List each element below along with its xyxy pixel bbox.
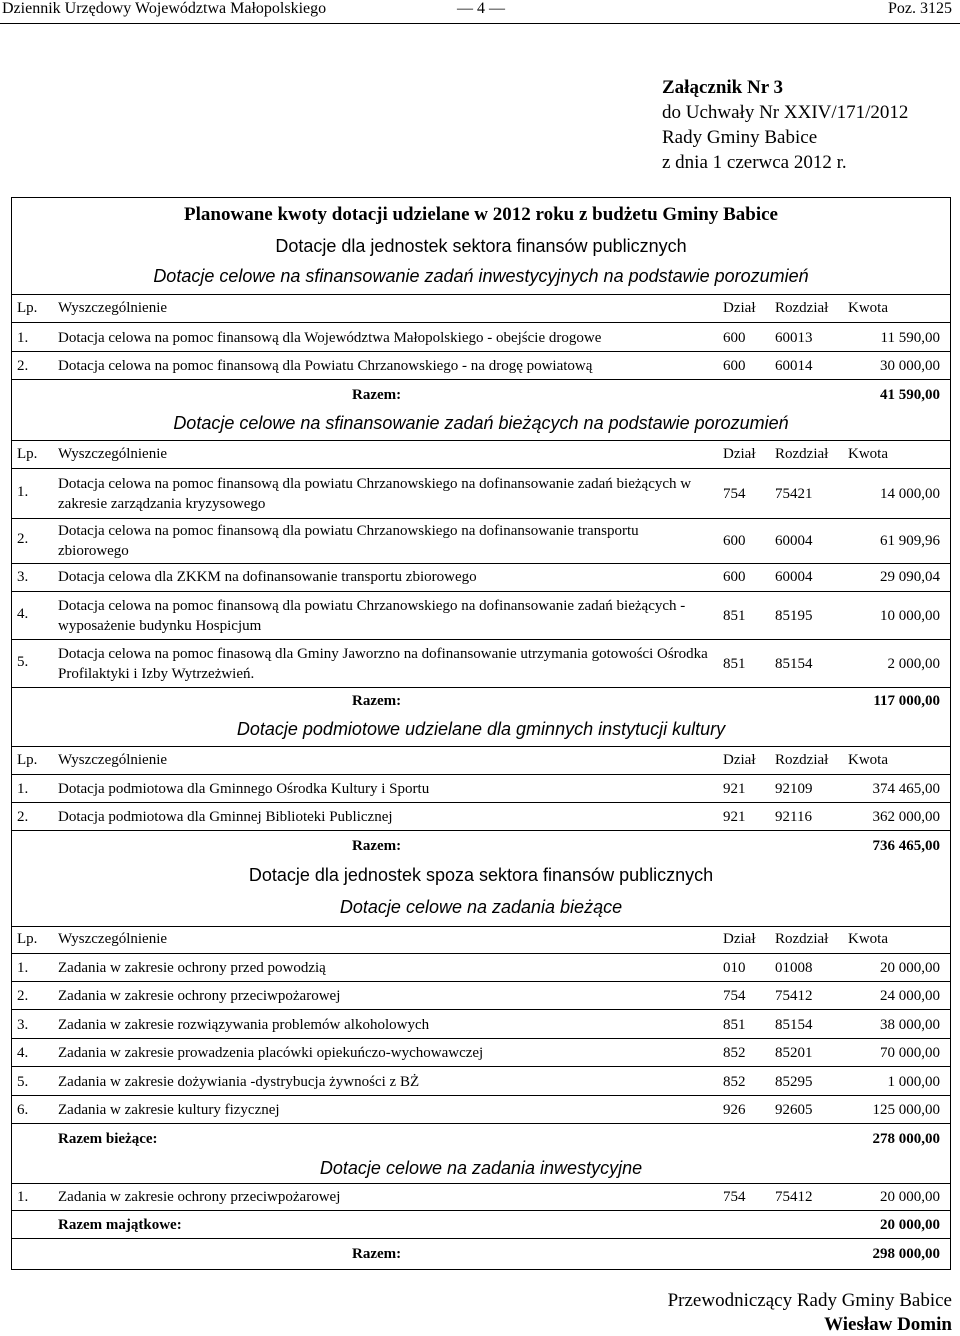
row-desc: Dotacja celowa na pomoc finansową dla Powiatu Chrzanowskiego - na drogę powiatową (58, 358, 593, 374)
row-desc: Dotacja celowa na pomoc finansową dla powiatu Chrzanowskiego na dofinansowanie zadań bieżących w zakresie zarządzania kryzysowego (58, 476, 692, 512)
s2-title: Dotacje celowe na sfinansowanie zadań bieżących na podstawie porozumień (173, 413, 789, 433)
col-dzial: Dział (723, 446, 756, 462)
s1-title: Dotacje celowe na sfinansowanie zadań inwestycyjnych na podstawie porozumień (153, 266, 809, 286)
row-rozdzial: 75412 (775, 988, 813, 1004)
col-desc: Wyszczególnienie (58, 752, 168, 768)
row-dzial: 754 (723, 988, 746, 1004)
row-desc: Dotacja celowa na pomoc finansową dla powiatu Chrzanowskiego na dofinansowanie zadań bieżących - wyposażenie budynku Hospicjum (58, 598, 686, 634)
row-lp: 3. (17, 1017, 29, 1033)
row-dzial: 600 (723, 330, 746, 346)
row-rozdzial: 85154 (775, 1017, 813, 1033)
col-dzial: Dział (723, 752, 756, 768)
row-dzial: 921 (723, 809, 746, 825)
header-divider (0, 23, 960, 24)
row-lp: 5. (17, 654, 29, 670)
row-desc: Dotacja celowa na pomoc finansową dla Województwa Małopolskiego - obejście drogowe (58, 330, 602, 346)
grand-total-label: Razem: (352, 1246, 402, 1262)
col-desc: Wyszczególnienie (58, 446, 168, 462)
row-lp: 1. (17, 484, 29, 500)
row-dzial: 754 (723, 1189, 746, 1205)
row-lp: 1. (17, 960, 29, 976)
row-lp: 2. (17, 358, 29, 374)
row-kwota: 374 465,00 (872, 781, 940, 797)
row-lp: 5. (17, 1074, 29, 1090)
s4-title: Dotacje celowe na zadania bieżące (339, 897, 623, 917)
col-lp: Lp. (17, 931, 38, 947)
row-kwota: 70 000,00 (880, 1045, 940, 1061)
row-kwota: 11 590,00 (880, 330, 940, 346)
section-public-title: Dotacje dla jednostek sektora finansów publicznych (275, 236, 687, 256)
row-desc: Zadania w zakresie ochrony przeciwpożarowej (58, 988, 341, 1004)
col-desc: Wyszczególnienie (58, 300, 168, 316)
row-desc: Zadania w zakresie ochrony przed powodzią (58, 960, 326, 976)
row-lp: 1. (17, 1189, 29, 1205)
signature-name: Wiesław Domin (824, 1314, 952, 1335)
row-dzial: 921 (723, 781, 746, 797)
s3-title: Dotacje podmiotowe udzielane dla gminnych instytucji kultury (236, 719, 726, 739)
col-kwota: Kwota (848, 752, 888, 768)
row-kwota: 362 000,00 (872, 809, 940, 825)
col-dzial: Dział (723, 931, 756, 947)
col-rozdzial: Rozdział (775, 446, 829, 462)
col-rozdzial: Rozdział (775, 931, 829, 947)
row-rozdzial: 85295 (775, 1074, 813, 1090)
row-dzial: 600 (723, 533, 746, 549)
row-kwota: 38 000,00 (880, 1017, 940, 1033)
total-label: Razem: (352, 387, 402, 403)
row-desc: Dotacja celowa dla ZKKM na dofinansowanie transportu zbiorowego (58, 569, 477, 585)
row-rozdzial: 01008 (775, 960, 813, 976)
row-lp: 4. (17, 1045, 29, 1061)
signature-role: Przewodniczący Rady Gminy Babice (667, 1290, 952, 1311)
col-kwota: Kwota (848, 931, 888, 947)
row-dzial: 851 (723, 608, 746, 624)
attachment-title: Załącznik Nr 3 (662, 77, 784, 98)
row-kwota: 30 000,00 (880, 358, 940, 374)
total-value: 20 000,00 (880, 1217, 940, 1233)
row-rozdzial: 75421 (775, 486, 813, 502)
col-lp: Lp. (17, 446, 38, 462)
row-rozdzial: 85195 (775, 608, 813, 624)
total-label: Razem bieżące: (58, 1131, 158, 1147)
row-dzial: 010 (723, 960, 746, 976)
row-rozdzial: 60004 (775, 533, 813, 549)
row-rozdzial: 60013 (775, 330, 813, 346)
row-rozdzial: 75412 (775, 1189, 813, 1205)
row-kwota: 24 000,00 (880, 988, 940, 1004)
total-label: Razem majątkowe: (58, 1217, 182, 1233)
row-kwota: 1 000,00 (887, 1074, 940, 1090)
row-kwota: 2 000,00 (887, 656, 940, 672)
row-kwota: 20 000,00 (880, 1189, 940, 1205)
row-kwota: 125 000,00 (872, 1102, 940, 1118)
row-desc: Dotacja podmiotowa dla Gminnego Ośrodka Kultury i Sportu (58, 781, 430, 797)
row-lp: 2. (17, 988, 29, 1004)
row-kwota: 61 909,96 (880, 533, 940, 549)
row-kwota: 14 000,00 (880, 486, 940, 502)
page-header (0, 0, 960, 22)
row-lp: 4. (17, 606, 29, 622)
row-dzial: 600 (723, 358, 746, 374)
row-rozdzial: 60014 (775, 358, 813, 374)
row-kwota: 29 090,04 (880, 569, 940, 585)
row-desc: Zadania w zakresie ochrony przeciwpożarowej (58, 1189, 341, 1205)
row-dzial: 600 (723, 569, 746, 585)
row-lp: 3. (17, 569, 29, 585)
row-desc: Zadania w zakresie rozwiązywania problemów alkoholowych (58, 1017, 430, 1033)
col-rozdzial: Rozdział (775, 752, 829, 768)
row-lp: 2. (17, 809, 29, 825)
row-desc: Dotacja celowa na pomoc finasową dla Gminy Jaworzno na dofinansowanie utrzymania gotowości Ośrodka Profilaktyki i Izby Wytrzeżwień. (58, 646, 708, 682)
section-nonpublic-title: Dotacje dla jednostek spoza sektora finansów publicznych (248, 865, 714, 885)
total-label: Razem: (352, 838, 402, 854)
journal-title: Dziennik Urzędowy Województwa Małopolskiego (2, 0, 327, 17)
col-desc: Wyszczególnienie (58, 931, 168, 947)
attachment-resolution: do Uchwały Nr XXIV/171/2012 (662, 102, 909, 123)
row-kwota: 10 000,00 (880, 608, 940, 624)
row-dzial: 851 (723, 656, 746, 672)
row-desc: Dotacja podmiotowa dla Gminnej Biblioteki Publicznej (58, 809, 393, 825)
col-lp: Lp. (17, 300, 38, 316)
grand-total-value: 298 000,00 (872, 1246, 940, 1262)
attachment-date: z dnia 1 czerwca 2012 r. (662, 152, 847, 173)
row-desc: Zadania w zakresie kultury fizycznej (58, 1102, 280, 1118)
row-dzial: 852 (723, 1045, 746, 1061)
row-rozdzial: 92116 (775, 809, 812, 825)
row-dzial: 754 (723, 486, 746, 502)
attachment-council: Rady Gminy Babice (662, 127, 818, 148)
row-desc: Zadania w zakresie dożywiania -dystrybucja żywności z BŻ (58, 1074, 420, 1090)
page-number: — 4 — (457, 0, 505, 17)
total-label: Razem: (352, 693, 402, 709)
col-dzial: Dział (723, 300, 756, 316)
total-value: 736 465,00 (872, 838, 940, 854)
subsidy-table (11, 197, 951, 1270)
row-kwota: 20 000,00 (880, 960, 940, 976)
col-lp: Lp. (17, 752, 38, 768)
row-rozdzial: 85201 (775, 1045, 813, 1061)
attachment-block (662, 75, 908, 175)
total-value: 278 000,00 (872, 1131, 940, 1147)
total-value: 41 590,00 (880, 387, 940, 403)
s5-title: Dotacje celowe na zadania inwestycyjne (319, 1158, 643, 1178)
row-dzial: 851 (723, 1017, 746, 1033)
position-number: Poz. 3125 (888, 0, 952, 17)
row-lp: 1. (17, 781, 29, 797)
col-kwota: Kwota (848, 300, 888, 316)
total-value: 117 000,00 (873, 693, 940, 709)
row-desc: Zadania w zakresie prowadzenia placówki opiekuńczo-wychowawczej (58, 1045, 484, 1061)
row-lp: 6. (17, 1102, 29, 1118)
row-desc: Dotacja celowa na pomoc finansową dla powiatu Chrzanowskiego na dofinansowanie transportu zbiorowego (58, 523, 639, 559)
row-lp: 2. (17, 531, 29, 547)
row-rozdzial: 85154 (775, 656, 813, 672)
row-rozdzial: 92109 (775, 781, 813, 797)
row-lp: 1. (17, 330, 29, 346)
row-rozdzial: 60004 (775, 569, 813, 585)
row-rozdzial: 92605 (775, 1102, 813, 1118)
row-dzial: 852 (723, 1074, 746, 1090)
col-kwota: Kwota (848, 446, 888, 462)
row-dzial: 926 (723, 1102, 746, 1118)
main-title: Planowane kwoty dotacji udzielane w 2012 roku z budżetu Gminy Babice (184, 204, 778, 225)
col-rozdzial: Rozdział (775, 300, 829, 316)
